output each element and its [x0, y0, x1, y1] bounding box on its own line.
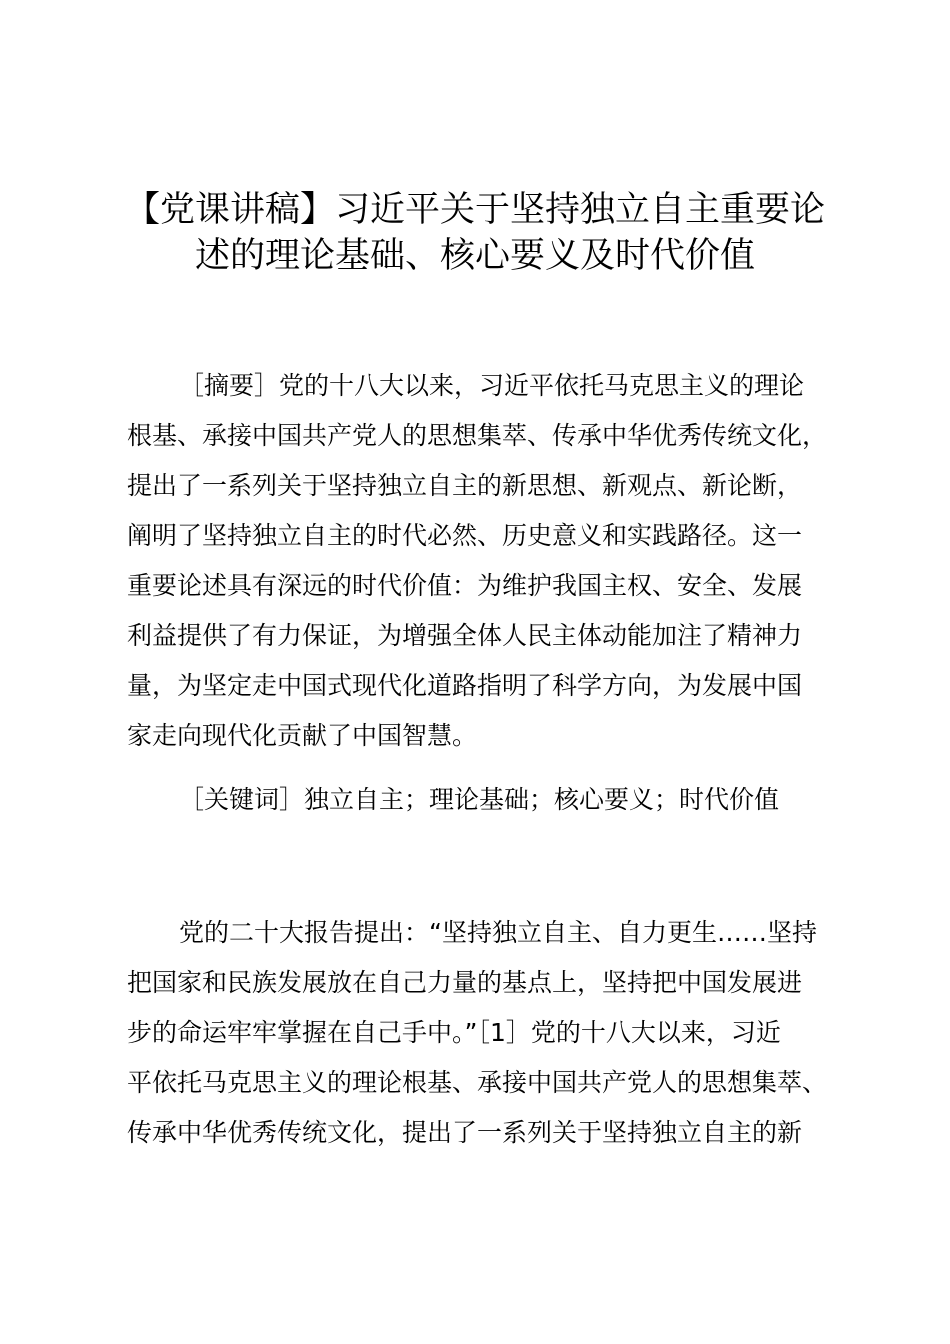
abstract-line: 提出了一系列关于坚持独立自主的新思想、新观点、新论断，: [127, 471, 803, 500]
body-line: 党的二十大报告提出：“坚持独立自主、自力更生……坚持: [179, 918, 817, 947]
body-line: 平依托马克思主义的理论根基、承接中国共产党人的思想集萃、: [127, 1068, 828, 1097]
body-line: 步的命运牢牢掌握在自己手中。”［1］党的十八大以来，习近: [127, 1018, 781, 1047]
abstract-line: 家走向现代化贡献了中国智慧。: [127, 721, 478, 750]
abstract-line: 重要论述具有深远的时代价值：为维护我国主权、安全、发展: [127, 571, 803, 600]
abstract-line: ［摘要］党的十八大以来，习近平依托马克思主义的理论: [179, 371, 805, 400]
abstract-paragraph: [127, 361, 847, 761]
abstract-line: 阐明了坚持独立自主的时代必然、历史意义和实践路径。这一: [127, 521, 803, 550]
abstract-line: 量，为坚定走中国式现代化道路指明了科学方向，为发展中国: [127, 671, 803, 700]
abstract-line: 根基、承接中国共产党人的思想集萃、传承中华优秀传统文化，: [127, 421, 828, 450]
document-title-line-2: 述的理论基础、核心要义及时代价值: [194, 236, 755, 276]
document-title-line-1: 【党课讲稿】习近平关于坚持独立自主重要论: [124, 190, 825, 230]
body-line: 传承中华优秀传统文化，提出了一系列关于坚持独立自主的新: [127, 1118, 803, 1147]
body-paragraph: [127, 908, 847, 1158]
abstract-line: 利益提供了有力保证，为增强全体人民主体动能加注了精神力: [127, 621, 803, 650]
keywords-paragraph: [127, 775, 847, 825]
keywords-line: ［关键词］独立自主；理论基础；核心要义；时代价值: [179, 785, 780, 814]
body-line: 把国家和民族发展放在自己力量的基点上，坚持把中国发展进: [127, 968, 803, 997]
